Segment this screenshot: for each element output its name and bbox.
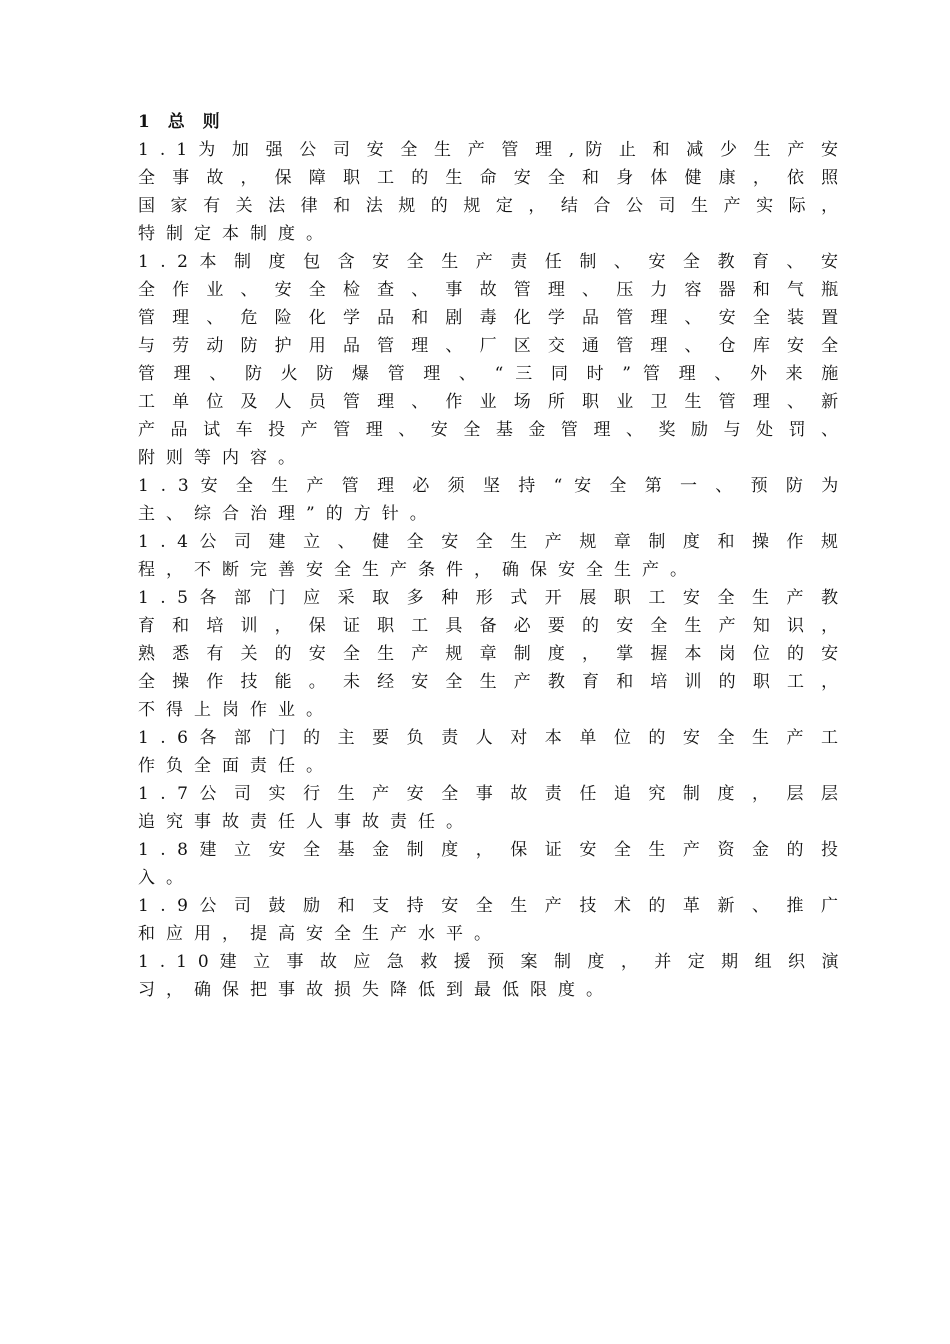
section-line: 与 劳 动 防 护 用 品 管 理 、 厂 区 交 通 管 理 、 仓 库 安 全: [138, 336, 839, 356]
section-line: 管 理 、 防 火 防 爆 管 理 、 “ 三 同 时 ” 管 理 、 外 来 施: [138, 364, 839, 384]
section-line: 主、综合治理”的方针。: [138, 504, 438, 524]
section-line: 附则等内容。: [138, 448, 306, 468]
section-line: 不得上岗作业。: [138, 700, 334, 720]
section-line: 1 . 5 各 部 门 应 采 取 多 种 形 式 开 展 职 工 安 全 生 产 教: [138, 588, 839, 608]
section-line: 管 理 、 危 险 化 学 品 和 剧 毒 化 学 品 管 理 、 安 全 装 置: [138, 308, 839, 328]
section-line: 入。: [138, 868, 194, 888]
section-line: 习，确保把事故损失降低到最低限度。: [138, 980, 614, 1000]
document-body: [138, 108, 838, 1004]
section-line: 1 . 7 公 司 实 行 生 产 安 全 事 故 责 任 追 究 制 度 ， 层 层: [138, 784, 839, 804]
section-line: 国 家 有 关 法 律 和 法 规 的 规 定 ， 结 合 公 司 生 产 实 际 ，: [138, 196, 839, 216]
section-1-2: [138, 248, 838, 472]
section-line: 1 . 9 公 司 鼓 励 和 支 持 安 全 生 产 技 术 的 革 新 、 推 广: [138, 896, 839, 916]
section-line: 育 和 培 训 ， 保 证 职 工 具 备 必 要 的 安 全 生 产 知 识 ，: [138, 616, 839, 636]
section-line: 追究事故责任人事故责任。: [138, 812, 474, 832]
section-line: 熟 悉 有 关 的 安 全 生 产 规 章 制 度 ， 掌 握 本 岗 位 的 安: [138, 644, 839, 664]
section-1-6: [138, 724, 838, 780]
section-line: 1 . 6 各 部 门 的 主 要 负 责 人 对 本 单 位 的 安 全 生 产 工: [138, 728, 839, 748]
section-1-7: [138, 780, 838, 836]
section-line: 1 . 2 本 制 度 包 含 安 全 生 产 责 任 制 、 安 全 教 育 、 安: [138, 252, 839, 272]
section-line: 1 . 1 0 建 立 事 故 应 急 救 援 预 案 制 度 ， 并 定 期 组 织 演: [138, 952, 839, 972]
section-line: 产 品 试 车 投 产 管 理 、 安 全 基 金 管 理 、 奖 励 与 处 罚 、: [138, 420, 839, 440]
section-line: 作负全面责任。: [138, 756, 334, 776]
section-line: 和应用，提高安全生产水平。: [138, 924, 502, 944]
section-line: 全 操 作 技 能 。 未 经 安 全 生 产 教 育 和 培 训 的 职 工 ，: [138, 672, 839, 692]
section-1-10: [138, 948, 838, 1004]
section-line: 全 作 业 、 安 全 检 查 、 事 故 管 理 、 压 力 容 器 和 气 瓶: [138, 280, 839, 300]
section-1-9: [138, 892, 838, 948]
chapter-heading: 1 总 则: [138, 112, 226, 132]
section-1-8: [138, 836, 838, 892]
section-1-5: [138, 584, 838, 724]
section-line: 1 . 1 为 加 强 公 司 安 全 生 产 管 理 , 防 止 和 减 少 生 产 安: [138, 140, 839, 160]
section-line: 工 单 位 及 人 员 管 理 、 作 业 场 所 职 业 卫 生 管 理 、 新: [138, 392, 839, 412]
section-line: 1 . 3 安 全 生 产 管 理 必 须 坚 持 “ 安 全 第 一 、 预 防 为: [138, 476, 839, 496]
section-line: 1 . 4 公 司 建 立 、 健 全 安 全 生 产 规 章 制 度 和 操 作 规: [138, 532, 839, 552]
section-1-4: [138, 528, 838, 584]
section-1-1: [138, 136, 838, 248]
section-line: 1 . 8 建 立 安 全 基 金 制 度 ， 保 证 安 全 生 产 资 金 的 投: [138, 840, 839, 860]
section-1-3: [138, 472, 838, 528]
section-line: 特制定本制度。: [138, 224, 334, 244]
section-line: 全 事 故 ， 保 障 职 工 的 生 命 安 全 和 身 体 健 康 ， 依 照: [138, 168, 839, 188]
section-line: 程，不断完善安全生产条件，确保安全生产。: [138, 560, 698, 580]
